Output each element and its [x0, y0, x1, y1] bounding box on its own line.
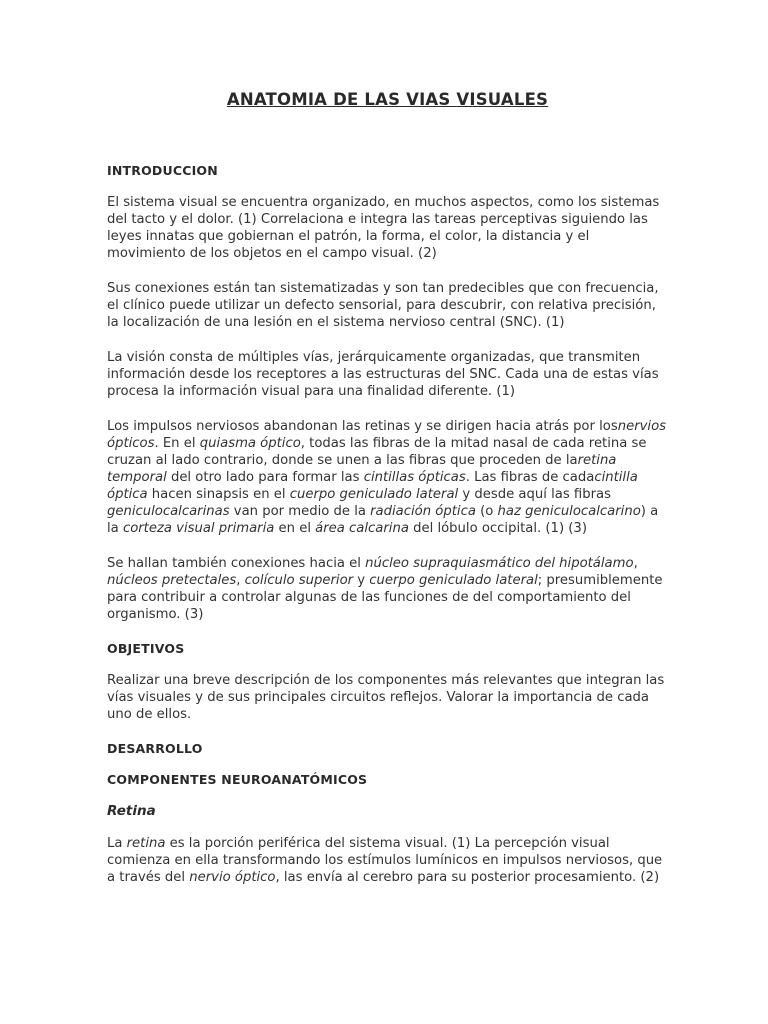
text-run: ,: [633, 556, 638, 571]
text-run: , todas las fibras de la mitad nasal de cada retina se cruzan al lado contrario, donde se unen a las fibras que proceden de la: [107, 436, 647, 468]
text-run: . Las fibras de cada: [465, 470, 595, 485]
italic-term: cintilla óptica: [107, 470, 638, 502]
italic-term: haz geniculocalcarino: [497, 504, 641, 519]
text-run: hacen sinapsis en el: [147, 487, 290, 502]
italic-term: nervio óptico: [189, 870, 276, 885]
intro-paragraph-4: [107, 418, 668, 537]
intro-paragraph-5: [107, 555, 668, 623]
intro-paragraph-2: Sus conexiones están tan sistematizadas y son tan predecibles que con frecuencia, el clínico puede utilizar un defecto sensorial, para descubrir, con relativa precisión, la localización de una lesión en el sistema nervioso central (SNC). (1): [107, 281, 659, 330]
heading-objetivos: OBJETIVOS: [107, 641, 185, 656]
italic-term: corteza visual primaria: [122, 521, 275, 536]
retina-paragraph: [107, 835, 668, 886]
intro-paragraph-1: El sistema visual se encuentra organizado, en muchos aspectos, como los sistemas del tacto y el dolor. (1) Correlaciona e integra las tareas perceptivas siguiendo las leyes innatas que gobiernan el patrón, la forma, el color, la distancia y el movimiento de los objetos en el campo visual. (2): [107, 195, 660, 261]
italic-term: cuerpo geniculado lateral: [369, 573, 538, 588]
text-run: (o: [475, 504, 498, 519]
heading-retina: Retina: [107, 803, 156, 819]
text-run: ,: [236, 573, 245, 588]
italic-term: cuerpo geniculado lateral: [289, 487, 459, 502]
text-run: y: [353, 573, 370, 588]
text-run: y desde aquí las fibras: [458, 487, 611, 502]
italic-term: retina temporal: [107, 453, 617, 485]
heading-desarrollo: DESARROLLO: [107, 741, 203, 756]
text-run: en el: [274, 521, 316, 536]
italic-term: colículo superior: [244, 573, 354, 588]
italic-term: cintillas ópticas: [363, 470, 466, 485]
text-run: ; presumiblemente para contribuir a controlar algunas de las funciones de del comportamiento del organismo. (3): [107, 573, 663, 622]
text-run: Se hallan también conexiones hacia el: [107, 556, 366, 571]
document-title: ANATOMIA DE LAS VIAS VISUALES: [226, 90, 549, 109]
italic-term: geniculocalcarinas: [107, 504, 230, 519]
text-run: del lóbulo occipital. (1) (3): [408, 521, 587, 536]
italic-term: radiación óptica: [370, 504, 476, 519]
text-run: , las envía al cerebro para su posterior procesamiento. (2): [275, 870, 660, 885]
text-run: Los impulsos nerviosos abandonan las retinas y se dirigen hacia atrás por los: [107, 419, 618, 434]
text-run: van por medio de la: [229, 504, 371, 519]
italic-term: quiasma óptico: [199, 436, 301, 451]
italic-term: área calcarina: [315, 521, 409, 536]
text-run: La: [107, 836, 127, 851]
objetivos-paragraph: Realizar una breve descripción de los componentes más relevantes que integran las vías visuales y de sus principales circuitos reflejos. Valorar la importancia de cada uno de ellos.: [107, 673, 665, 722]
heading-componentes: COMPONENTES NEUROANATÓMICOS: [107, 772, 368, 787]
heading-introduccion: INTRODUCCION: [107, 163, 218, 178]
italic-term: nervios ópticos: [107, 419, 667, 451]
text-run: . En el: [154, 436, 200, 451]
text-run: es la porción periférica del sistema visual. (1) La percepción visual comienza en ella transformando los estímulos lumínicos en impulsos nerviosos, que a través del: [107, 836, 663, 885]
intro-paragraph-3: La visión consta de múltiples vías, jerárquicamente organizadas, que transmiten información desde los receptores a las estructuras del SNC. Cada una de estas vías procesa la información visual para una finalidad diferente. (1): [107, 350, 659, 399]
text-run: ) a la: [107, 504, 659, 536]
italic-term: retina: [126, 836, 166, 851]
italic-term: núcleos pretectales: [107, 573, 237, 588]
italic-term: núcleo supraquiasmático del hipotálamo: [365, 556, 634, 571]
text-run: del otro lado para formar las: [166, 470, 364, 485]
